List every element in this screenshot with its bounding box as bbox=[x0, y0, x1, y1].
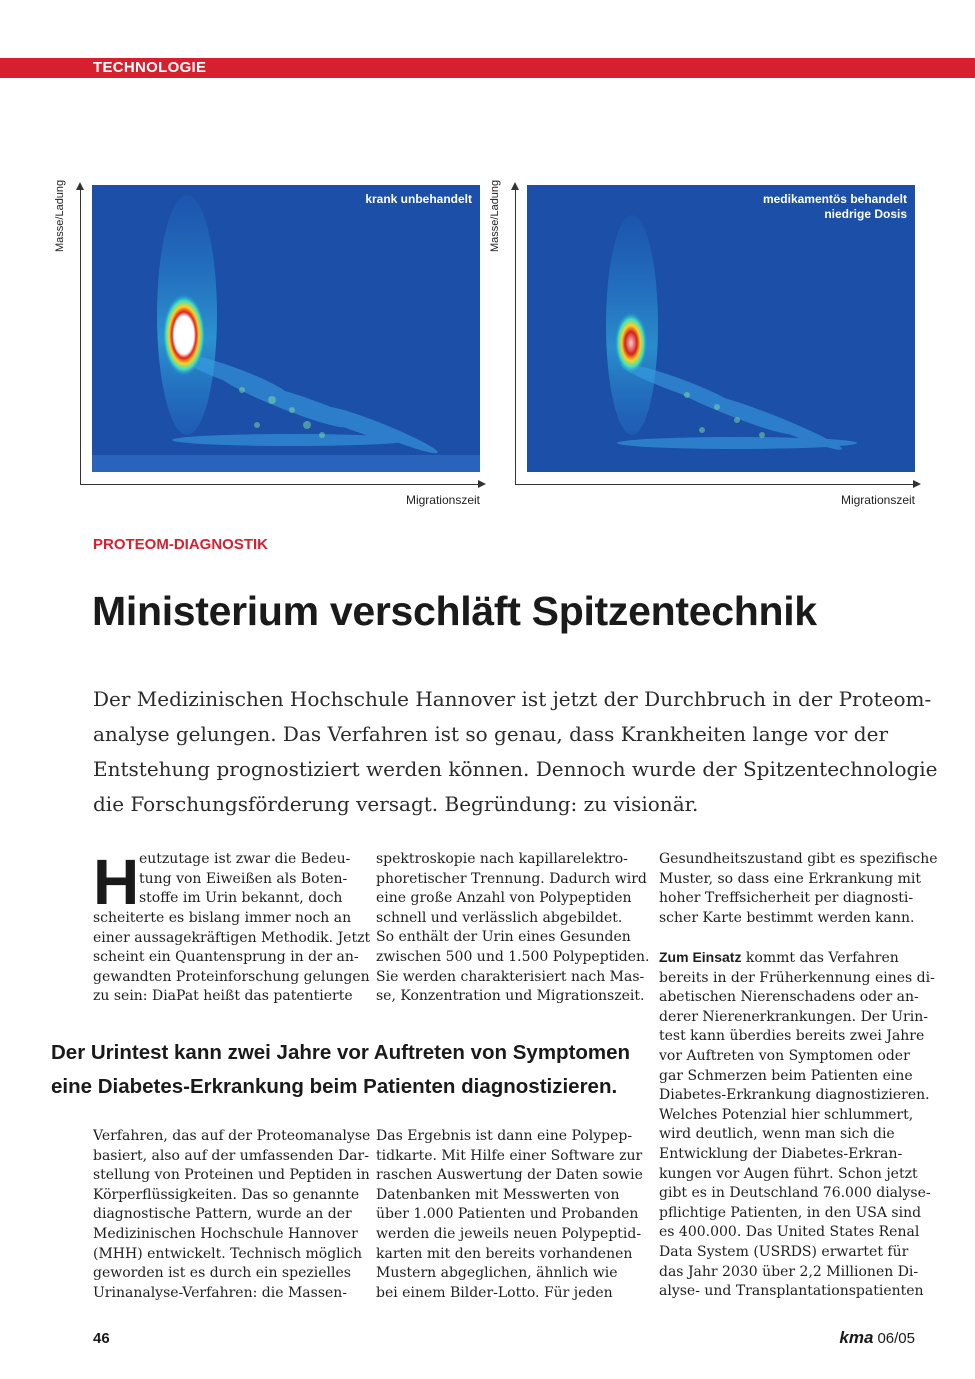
text-line: se, Konzentration und Migrationszeit. bbox=[376, 988, 645, 1005]
text-line: raschen Auswertung der Daten sowie bbox=[376, 1167, 643, 1184]
text-line: Sie werden charakterisiert nach Mas- bbox=[376, 968, 645, 985]
text-line: wird deutlich, wenn man sich die bbox=[659, 1126, 895, 1143]
lead-line: analyse gelungen. Das Verfahren ist so genau, dass Krankheiten lange vor der bbox=[93, 722, 889, 746]
column2-bottom bbox=[376, 1127, 643, 1303]
kicker: PROTEOM-DIAGNOSTIK bbox=[93, 536, 268, 553]
lead-line: die Forschungsförderung versagt. Begründung: zu visionär. bbox=[93, 792, 699, 816]
figure-tag bbox=[763, 192, 907, 222]
dropcap: H bbox=[93, 846, 140, 918]
text-line: Gesundheitszustand gibt es spezifische bbox=[659, 851, 938, 867]
text-line: abetischen Nierenschadens oder an- bbox=[659, 989, 919, 1006]
text-line: Datenbanken mit Messwerten von bbox=[376, 1186, 620, 1203]
text-line: geworden ist es durch ein spezielles bbox=[93, 1265, 351, 1282]
text-line: Data System (USRDS) erwartet für bbox=[659, 1243, 909, 1260]
figure-treated bbox=[489, 179, 950, 512]
text-line: bei einem Bilder-Lotto. Für jeden bbox=[376, 1284, 613, 1301]
text-line: bereits in der Früherkennung eines di- bbox=[659, 969, 935, 986]
figure-untreated bbox=[54, 179, 515, 512]
text-line: Verfahren, das auf der Proteomanalyse bbox=[93, 1128, 371, 1144]
text-line: stoffe im Urin bekannt, doch bbox=[139, 890, 343, 907]
figure-ylabel: Masse/Ladung bbox=[54, 179, 66, 252]
figure-tag-line: medikamentös behandelt bbox=[762, 192, 907, 206]
text-line: Medizinischen Hochschule Hannover bbox=[93, 1225, 358, 1242]
text-line: es 400.000. Das United States Renal bbox=[659, 1224, 920, 1241]
section-bar bbox=[0, 58, 975, 78]
lead-paragraph bbox=[93, 682, 938, 822]
text-line: werden die jeweils neuen Polypeptid- bbox=[376, 1225, 642, 1242]
heatmap-image bbox=[527, 185, 915, 472]
text-line: Muster, so dass eine Erkrankung mit bbox=[659, 870, 921, 887]
text-line: phoretischer Trennung. Dadurch wird bbox=[376, 870, 647, 887]
section-label: TECHNOLOGIE bbox=[93, 59, 207, 76]
lead-line: Der Medizinischen Hochschule Hannover ist jetzt der Durchbruch in der Proteom- bbox=[93, 687, 932, 711]
text-line: gar Schmerzen beim Patienten eine bbox=[659, 1067, 913, 1084]
column2-top bbox=[376, 850, 650, 1007]
text-line: scheiterte es bislang immer noch an bbox=[93, 910, 352, 926]
text-line: Mustern abgeglichen, ähnlich wie bbox=[376, 1265, 618, 1282]
text-line: tidkarte. Mit Hilfe einer Software zur bbox=[376, 1147, 643, 1164]
text-line: zwischen 500 und 1.500 Polypeptiden. bbox=[376, 948, 650, 965]
figure-ylabel: Masse/Ladung bbox=[489, 179, 501, 252]
text-line: test kann überdies bereits zwei Jahre bbox=[659, 1028, 925, 1045]
text-line: karten mit den bereits vorhandenen bbox=[376, 1245, 633, 1262]
figure-tag bbox=[365, 192, 472, 207]
text-line: Das Ergebnis ist dann eine Polypep- bbox=[376, 1128, 633, 1144]
text-line: spektroskopie nach kapillarelektro- bbox=[376, 851, 628, 867]
y-axis bbox=[515, 188, 516, 484]
text-line: scher Karte bestimmt werden kann. bbox=[659, 909, 915, 926]
lead-line: Entstehung prognostiziert werden können. Dennoch wurde der Spitzentechnologie bbox=[93, 757, 938, 781]
text-line: stellung von Proteinen und Peptiden in bbox=[93, 1167, 370, 1184]
paragraph-lead-in: Zum Einsatz bbox=[659, 949, 742, 965]
text-line: hoher Treffsicherheit per diagnosti- bbox=[659, 890, 914, 907]
x-axis-arrow bbox=[478, 480, 486, 488]
column1-bottom bbox=[93, 1127, 371, 1303]
column3-main bbox=[659, 948, 935, 1302]
text-line: tung von Eiweißen als Boten- bbox=[139, 870, 348, 887]
figure-xlabel: Migrationszeit bbox=[405, 493, 480, 507]
page-number: 46 bbox=[93, 1330, 110, 1347]
text-line: pflichtige Patienten, in den USA sind bbox=[659, 1204, 922, 1221]
text-line: derer Nierenerkrankungen. Der Urin- bbox=[659, 1008, 928, 1025]
brand-logo: kma bbox=[839, 1328, 874, 1347]
headline: Ministerium verschläft Spitzentechnik bbox=[92, 588, 817, 634]
figure-xlabel: Migrationszeit bbox=[840, 493, 915, 507]
text-line: das Jahr 2030 über 2,2 Millionen Di- bbox=[659, 1263, 919, 1280]
text-line: Urinanalyse-Verfahren: die Massen- bbox=[93, 1284, 348, 1301]
text-line: diagnostische Pattern, wurde an der bbox=[93, 1206, 352, 1223]
pullquote-line: Der Urintest kann zwei Jahre vor Auftreten von Symptomen bbox=[51, 1041, 631, 1064]
text-line: einer aussagekräftigen Methodik. Jetzt bbox=[93, 929, 371, 946]
figure-tag-line: krank unbehandelt bbox=[365, 192, 472, 206]
text-line: schnell und verlässlich abgebildet. bbox=[376, 909, 623, 926]
x-axis-arrow bbox=[913, 480, 921, 488]
text-line: (MHH) entwickelt. Technisch möglich bbox=[93, 1245, 362, 1262]
column1-top-a bbox=[139, 850, 349, 909]
pullquote-line: eine Diabetes-Erkrankung beim Patienten diagnostizieren. bbox=[51, 1075, 618, 1098]
text-line: kungen vor Augen führt. Schon jetzt bbox=[659, 1165, 918, 1182]
text-line: Welches Potenzial hier schlummert, bbox=[659, 1106, 914, 1123]
text-line: Entwicklung der Diabetes-Erkran- bbox=[659, 1145, 903, 1162]
text-line: zu sein: DiaPat heißt das patentierte bbox=[93, 988, 353, 1005]
pullquote bbox=[51, 1036, 630, 1104]
x-axis bbox=[80, 484, 480, 485]
x-axis bbox=[515, 484, 915, 485]
text-line: Diabetes-Erkrankung diagnostizieren. bbox=[659, 1087, 930, 1104]
column1-top-b bbox=[93, 909, 371, 1007]
figure-tag-line: niedrige Dosis bbox=[824, 207, 907, 221]
issue-number: 06/05 bbox=[877, 1330, 915, 1347]
column3-top bbox=[659, 850, 938, 928]
text-line: Körperflüssigkeiten. Das so genannte bbox=[93, 1186, 360, 1203]
heatmap-image bbox=[92, 185, 480, 472]
text-line: über 1.000 Patienten und Probanden bbox=[376, 1206, 639, 1223]
text-line: gewandten Proteinforschung gelungen bbox=[93, 968, 370, 985]
text-line: gibt es in Deutschland 76.000 dialyse- bbox=[659, 1185, 931, 1202]
text-line bbox=[659, 948, 915, 969]
text-run: kommt das Verfahren bbox=[741, 950, 899, 966]
text-line: eutzutage ist zwar die Bedeu- bbox=[139, 851, 351, 867]
text-line: alyse- und Transplantationspatienten bbox=[659, 1283, 924, 1300]
y-axis bbox=[80, 188, 81, 484]
text-line: vor Auftreten von Symptomen oder bbox=[659, 1047, 910, 1064]
text-line: eine große Anzahl von Polypeptiden bbox=[376, 890, 632, 907]
text-line: scheint ein Quantensprung in der an- bbox=[93, 949, 359, 966]
text-line: So enthält der Urin eines Gesunden bbox=[376, 929, 631, 946]
footer-brand bbox=[839, 1328, 915, 1348]
text-line: basiert, also auf der umfassenden Dar- bbox=[93, 1147, 369, 1164]
